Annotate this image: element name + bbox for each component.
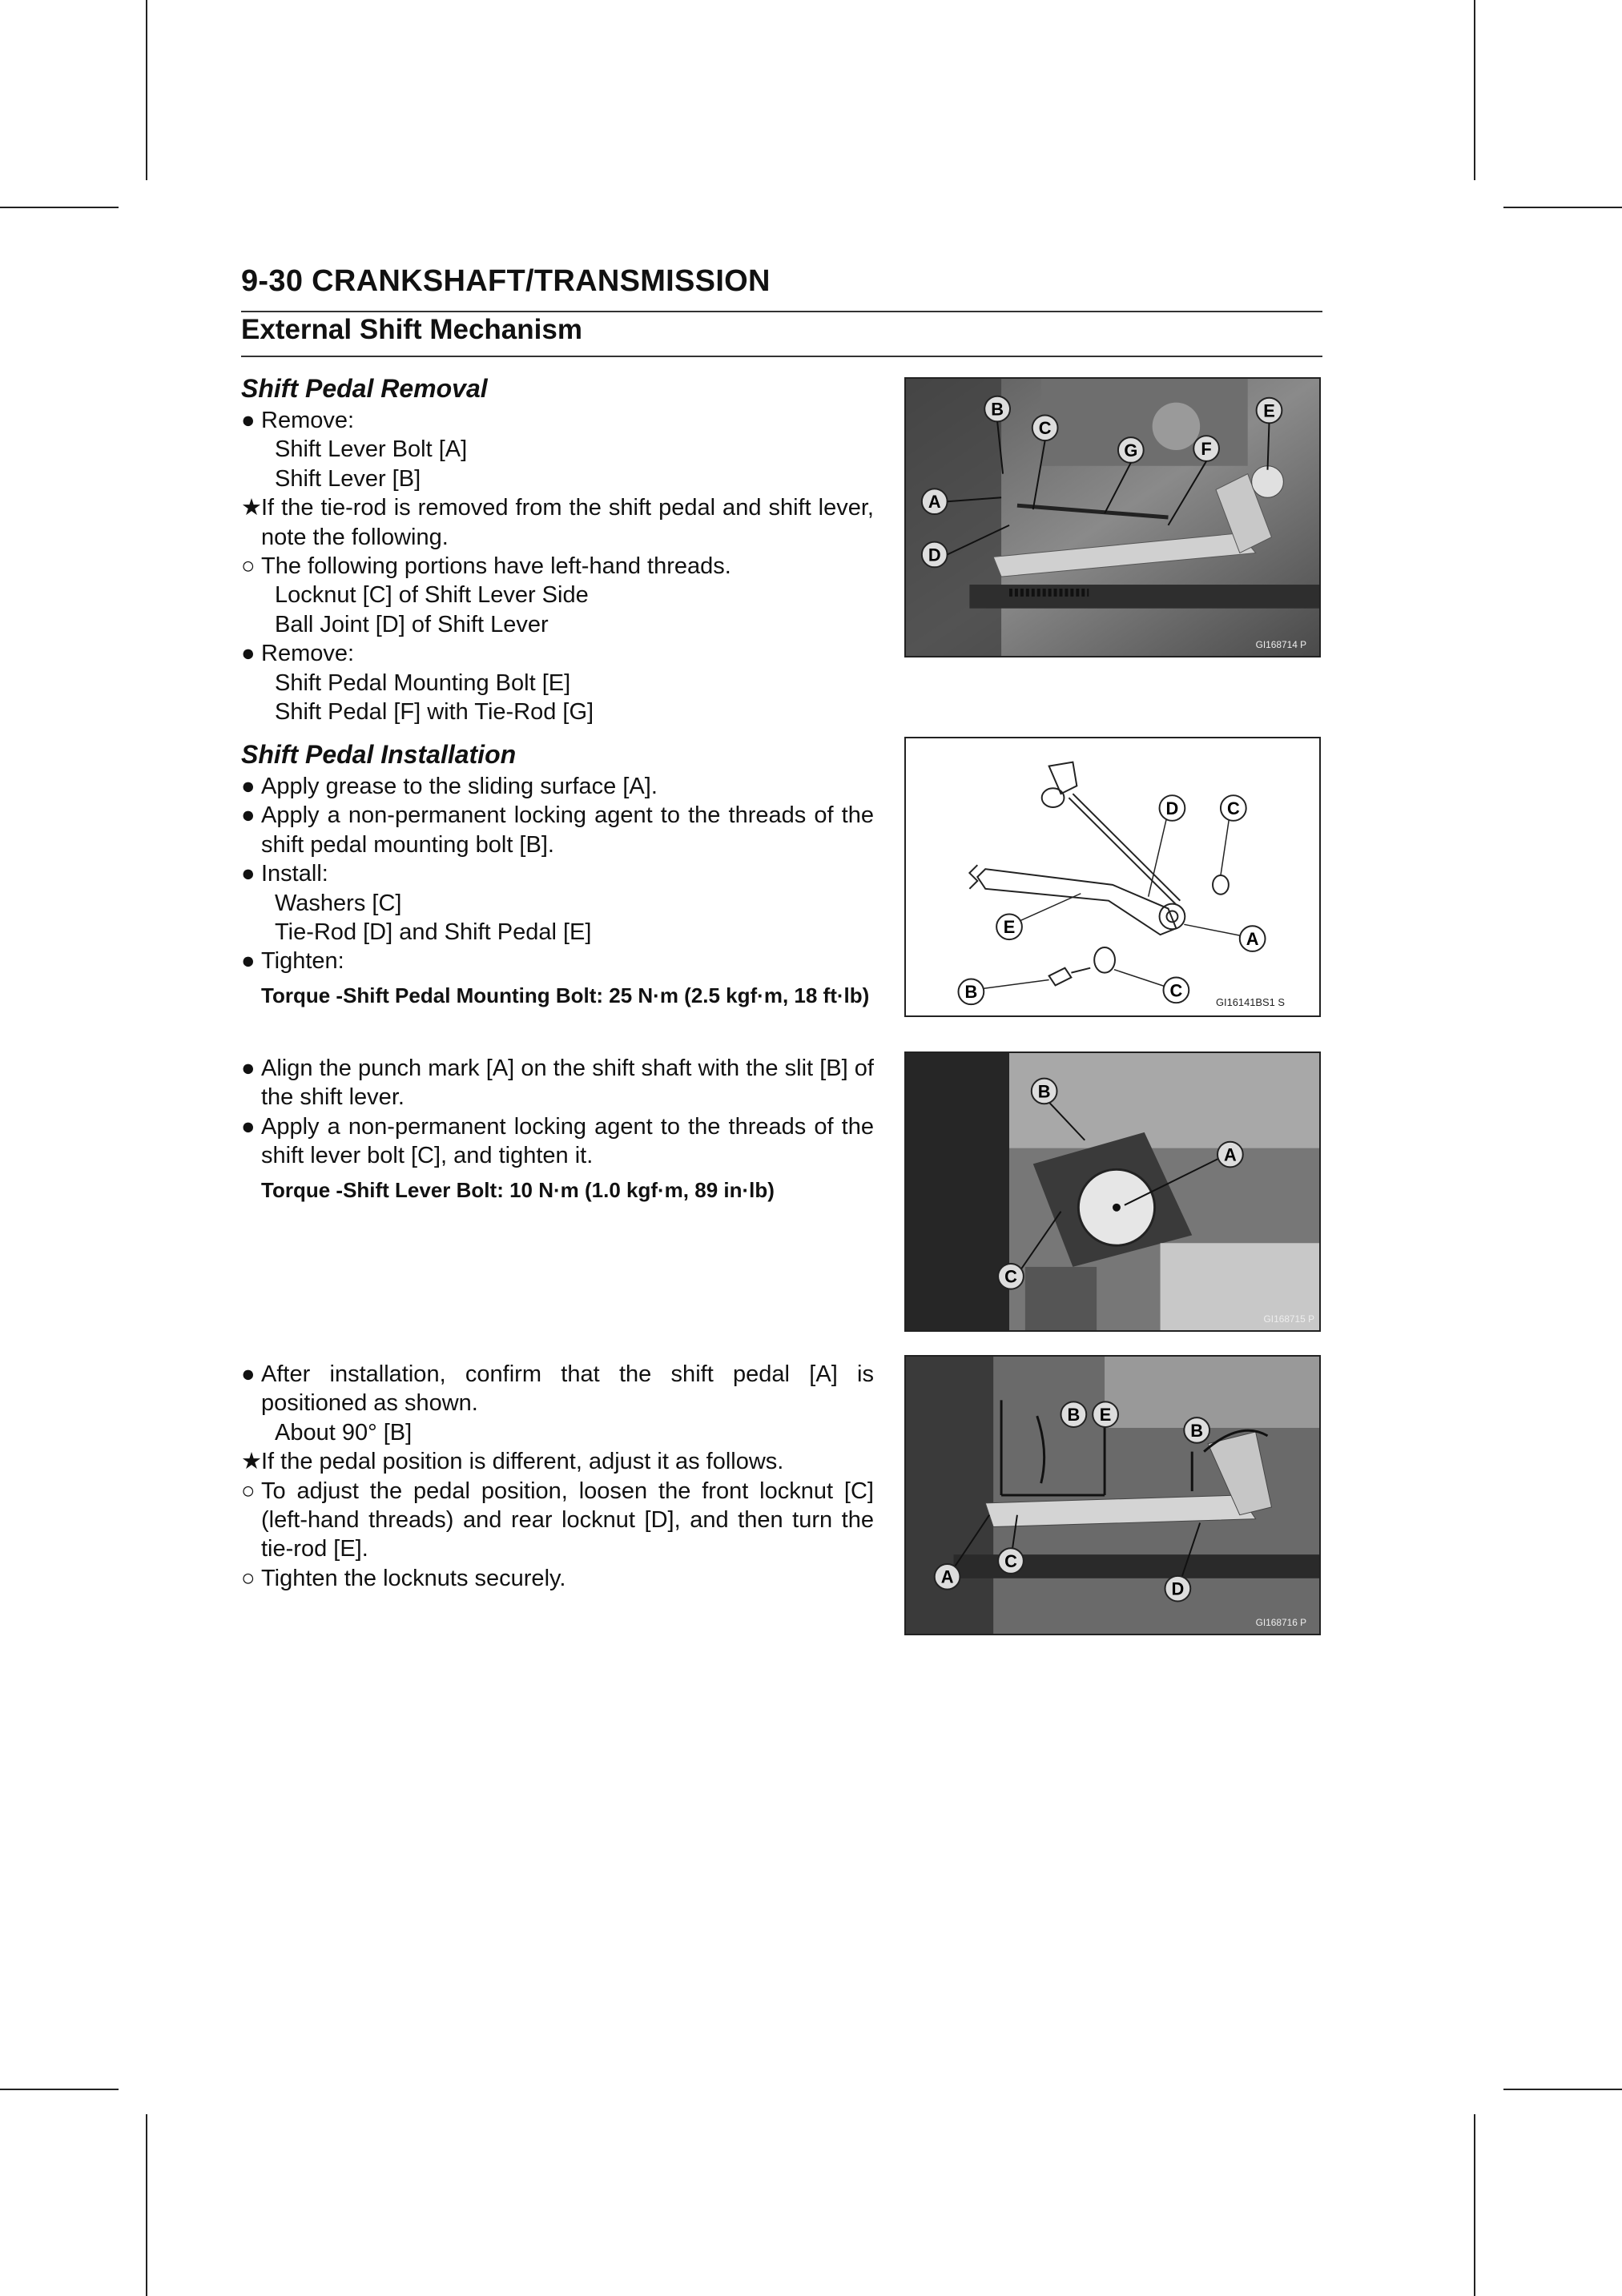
section-title: External Shift Mechanism [241,314,582,345]
torque-spec [241,1176,874,1204]
crop-mark [146,2114,147,2296]
step-text: Shift Pedal Mounting Bolt [E] [275,669,571,696]
step-text: Apply a non-permanent locking agent to the threads of the shift pedal mounting bolt [B]. [261,802,874,858]
svg-text:D: D [1171,1578,1185,1599]
step-line [241,406,874,435]
callout-b [984,396,1010,422]
step-detail [241,889,874,918]
removal-heading: Shift Pedal Removal [241,374,488,403]
svg-text:B: B [1067,1405,1081,1425]
figure-code: GI168714 P [1255,639,1307,651]
step-text: If the tie-rod is removed from the shift pedal and shift lever, note the following. [261,495,874,550]
figure-pedal-position [904,1355,1321,1635]
svg-text:F: F [1201,438,1212,459]
step-text: Ball Joint [D] of Shift Lever [275,611,549,637]
step-text: About 90° [B] [275,1419,413,1446]
bullet-icon: ● [241,802,256,829]
step-text: Align the punch mark [A] on the shift shaft with the slit [B] of the shift lever. [261,1056,874,1111]
photo-illustration [906,379,1319,656]
bullet-icon: ● [241,774,256,799]
svg-text:E: E [1099,1405,1112,1425]
circle-icon: ○ [241,1565,256,1591]
figure-shift-pedal-parts [904,737,1321,1017]
step-text: After installation, confirm that the shift pedal [A] is positioned as shown. [261,1361,874,1417]
step-text: The following portions have left-hand threads. [261,553,731,580]
callout-b [1184,1417,1209,1443]
torque-spec [241,981,874,1010]
step-text: Install: [261,861,328,887]
step-text: Apply a non-permanent locking agent to the threads of the shift lever bolt [C], and tighten it. [261,1113,874,1169]
svg-text:B: B [1190,1420,1204,1441]
svg-text:B: B [991,399,1004,420]
step-text: Tighten: [261,948,344,975]
step-text: To adjust the pedal position, loosen the front locknut [C] (left-hand threads) and rear locknut [D], and then turn the tie-rod [E]. [261,1478,874,1562]
step-line [241,947,874,975]
step-text: Tie-Rod [D] and Shift Pedal [E] [275,919,592,946]
bullet-icon: ● [241,408,256,433]
svg-text:C: C [1169,980,1183,1001]
section-rule [241,356,1322,357]
step-detail [241,669,874,698]
crop-mark [1474,2114,1475,2296]
installation-block [241,738,874,1010]
adjust-steps [241,1360,874,1593]
svg-text:C: C [1004,1266,1017,1287]
svg-text:A: A [1223,1144,1237,1165]
callout-b [1032,1079,1057,1104]
step-line [241,1564,874,1593]
removal-steps [241,406,874,726]
svg-text:G: G [1124,440,1138,460]
torque-label: Torque - [261,983,344,1007]
removal-block [241,372,874,726]
callout-b [1061,1401,1087,1427]
svg-text:D: D [928,545,941,565]
callout-d [1160,795,1185,821]
installation-steps [241,772,874,976]
step-detail [241,464,874,493]
step-line [241,1112,874,1171]
svg-text:B: B [1037,1081,1051,1102]
callout-a [1240,926,1266,951]
figure-shift-pedal-removal [904,377,1321,657]
step-line [241,1477,874,1564]
svg-text:A: A [1246,929,1259,950]
svg-text:A: A [928,492,941,513]
crop-mark [146,0,147,180]
step-text: Shift Lever Bolt [A] [275,436,468,463]
step-text: Tighten the locknuts securely. [261,1565,566,1591]
step-detail [241,435,874,464]
bullet-icon: ● [241,1361,256,1387]
bullet-icon: ● [241,948,256,975]
step-detail [241,918,874,947]
step-text: Remove: [261,641,355,667]
photo-illustration [906,1053,1319,1330]
figure-code: GI168716 P [1255,1617,1307,1629]
callout-a [1218,1142,1243,1168]
callout-a [922,489,948,514]
step-line [241,1447,874,1476]
crop-mark [0,2089,119,2090]
callout-b [958,979,984,1005]
crop-mark [0,207,119,208]
callout-c [1164,978,1189,1003]
star-icon: ★ [241,495,262,521]
step-text: Apply grease to the sliding surface [A]. [261,774,658,799]
circle-icon: ○ [241,553,256,580]
header-rule [241,311,1322,312]
photo-illustration [906,1357,1319,1634]
callout-g [1118,437,1144,463]
callout-c [1032,415,1058,440]
torque-value: Shift Lever Bolt: 10 N·m (1.0 kgf·m, 89 in·lb) [343,1177,775,1202]
step-text: If the pedal position is different, adjust it as follows. [261,1449,784,1475]
callout-e [996,914,1022,939]
svg-text:C: C [1004,1550,1017,1571]
circle-icon: ○ [241,1478,256,1504]
step-text: Locknut [C] of Shift Lever Side [275,582,589,609]
step-detail [241,698,874,726]
step-line [241,1054,874,1112]
align-steps [241,1054,874,1171]
figure-code: GI168715 P [1263,1313,1315,1325]
bullet-icon: ● [241,1113,256,1140]
torque-value: Shift Pedal Mounting Bolt: 25 N·m (2.5 kgf·m, 18 ft·lb) [343,983,870,1007]
step-line [241,493,874,552]
step-line [241,859,874,888]
figure-code: GI16141BS1 S [1216,996,1285,1009]
step-text: Shift Pedal [F] with Tie-Rod [G] [275,699,594,726]
callout-c [998,1264,1024,1289]
step-line [241,1360,874,1418]
step-detail [241,1418,874,1447]
callout-f [1193,436,1219,461]
figure-punch-mark [904,1051,1321,1332]
bullet-icon: ● [241,861,256,887]
step-text: Shift Lever [B] [275,465,421,492]
step-detail [241,610,874,639]
crop-mark [1474,0,1475,180]
crop-mark [1503,207,1622,208]
callout-a [935,1564,960,1590]
page-title: 9-30 CRANKSHAFT/TRANSMISSION [241,264,771,298]
star-icon: ★ [241,1449,262,1475]
line-drawing [906,738,1319,1015]
installation-heading: Shift Pedal Installation [241,740,517,769]
step-line [241,552,874,581]
callout-e [1093,1401,1118,1427]
adjust-block [241,1360,874,1593]
callout-c [1221,795,1246,821]
step-line [241,639,874,668]
bullet-icon: ● [241,641,256,667]
svg-text:C: C [1226,798,1240,818]
bullet-icon: ● [241,1056,256,1081]
callout-c [998,1548,1024,1574]
step-text: Remove: [261,408,355,433]
callout-e [1257,398,1282,424]
step-text: Washers [C] [275,890,402,916]
callout-d [922,542,948,568]
step-line [241,801,874,859]
step-detail [241,581,874,609]
align-block [241,1054,874,1204]
step-line [241,772,874,801]
svg-text:E: E [1263,400,1275,421]
crop-mark [1503,2089,1622,2090]
svg-text:C: C [1038,418,1052,439]
svg-text:B: B [964,982,978,1003]
svg-text:D: D [1165,798,1179,818]
torque-label: Torque - [261,1177,344,1202]
svg-text:E: E [1003,917,1016,938]
callout-d [1165,1576,1190,1602]
svg-text:A: A [940,1566,954,1587]
